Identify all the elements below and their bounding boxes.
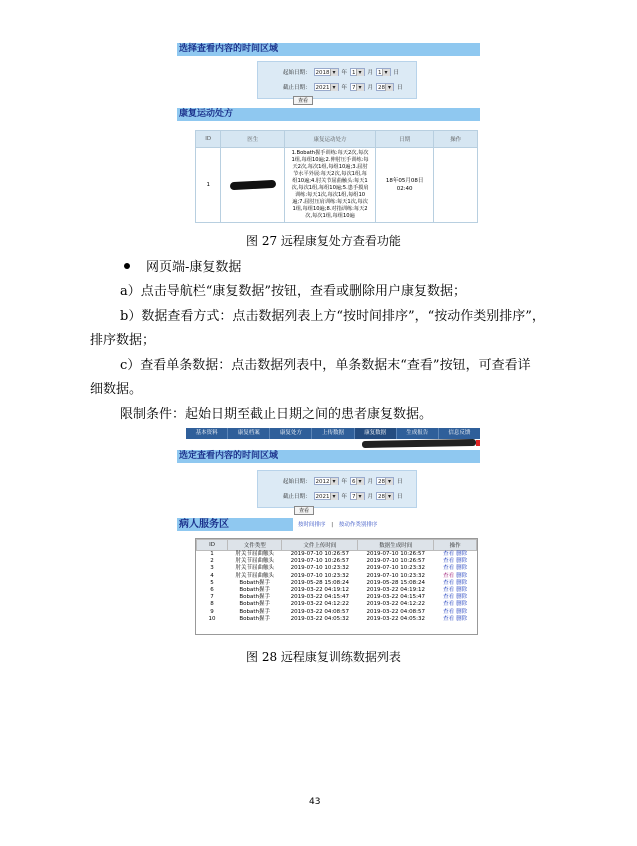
row-id: 9 <box>210 608 214 615</box>
month-unit: 月 <box>367 479 374 485</box>
day-unit: 日 <box>397 85 403 91</box>
col-generate-time: 数据生成时间 <box>358 540 434 551</box>
row-id: 6 <box>210 587 214 594</box>
paragraph-b-line2: 排序数据； <box>90 333 156 348</box>
figure-27-caption: 图 27 远程康复处方查看功能 <box>246 234 401 248</box>
nav-item-rehab-data[interactable]: 康复数据 <box>355 428 397 439</box>
start-date-label: 起始日期： <box>283 479 311 485</box>
year-unit: 年 <box>341 85 348 91</box>
table-row <box>197 573 477 580</box>
row-id: 8 <box>210 601 214 608</box>
sort-by-action-link[interactable]: 按动作类别排序 <box>338 522 378 528</box>
row-id: 1 <box>210 551 214 557</box>
paragraph-c-line1: c）查看单条数据：点击数据列表中，单条数据末“查看”按钮，可查看详 <box>120 358 531 373</box>
row-upload-time: 2019-07-10 10:26:57 <box>290 558 350 565</box>
row-file-type: Bobath握手 <box>239 608 271 615</box>
page-number: 43 <box>309 797 321 807</box>
row-file-type: Bobath握手 <box>239 594 271 601</box>
end-year-select[interactable]: 2021 ▾ <box>314 492 339 500</box>
month-unit: 月 <box>367 70 374 76</box>
delete-link[interactable]: 删除 <box>456 587 468 594</box>
view-link[interactable]: 查看 <box>443 558 455 565</box>
row-upload-time: 2019-03-22 04:19:12 <box>290 587 350 594</box>
row-generate-time: 2019-03-22 04:05:32 <box>366 615 425 622</box>
row-actions <box>434 573 477 580</box>
figure-28-caption: 图 28 远程康复训练数据列表 <box>246 650 401 664</box>
logout-mark <box>476 440 480 446</box>
year-unit: 年 <box>341 479 348 485</box>
view-link[interactable]: 查看 <box>443 551 455 557</box>
table-row <box>197 609 477 616</box>
nav-item-rehab-prescription[interactable]: 康复处方 <box>270 428 312 439</box>
row-id: 10 <box>208 615 216 622</box>
col-id: ID <box>197 540 228 551</box>
delete-link[interactable]: 删除 <box>456 615 468 622</box>
year-unit: 年 <box>341 494 348 500</box>
redaction-mark <box>230 180 276 190</box>
col-date: 日期 <box>376 131 434 148</box>
time-range-section-title: 选定查看内容的时间区域 <box>177 450 480 463</box>
date-range-panel <box>257 470 417 508</box>
row-file-type: 肘关节屈曲触头 <box>235 565 274 572</box>
delete-link[interactable]: 删除 <box>456 565 468 572</box>
row-id: 4 <box>210 572 214 579</box>
sort-separator: | <box>331 522 334 528</box>
row-upload-time: 2019-07-10 10:23:32 <box>290 572 350 579</box>
col-action: 操作 <box>434 131 478 148</box>
row-file-type: Bobath握手 <box>239 579 271 586</box>
rehab-data-table <box>196 539 477 623</box>
col-prescription: 康复运动处方 <box>285 131 376 148</box>
row-upload-time: 2019-03-22 04:12:22 <box>290 601 350 608</box>
view-link[interactable]: 查看 <box>443 594 455 601</box>
end-date-label: 截止日期： <box>283 494 311 500</box>
month-unit: 月 <box>367 85 374 91</box>
delete-link[interactable]: 删除 <box>456 608 468 615</box>
row-upload-time: 2019-03-22 04:05:32 <box>290 615 350 622</box>
table-row <box>197 565 477 572</box>
row-file-type: 肘关节屈曲触头 <box>235 551 274 557</box>
view-link[interactable]: 查看 <box>443 565 455 572</box>
row-generate-time: 2019-07-10 10:26:57 <box>366 551 425 557</box>
row-upload-time: 2019-07-10 10:23:32 <box>290 565 350 572</box>
time-range-section-title: 选择查看内容的时间区域 <box>177 43 480 56</box>
row-generate-time: 2019-05-28 15:08:24 <box>366 579 425 586</box>
paragraph-a: a）点击导航栏“康复数据”按钮，查看或删除用户康复数据； <box>120 284 467 299</box>
bullet-heading: 网页端-康复数据 <box>146 260 242 275</box>
paragraph-b-line1: b）数据查看方式：点击数据列表上方“按时间排序”，“按动作类别排序”， <box>120 309 545 324</box>
day-unit: 日 <box>397 494 403 500</box>
delete-link[interactable]: 删除 <box>456 601 468 608</box>
row-upload-time: 2019-07-10 10:26:57 <box>290 551 350 557</box>
row-generate-time: 2019-03-22 04:08:57 <box>366 608 425 615</box>
delete-link[interactable]: 删除 <box>456 594 468 601</box>
row-id: 2 <box>210 558 214 565</box>
nav-item-rehab-archive[interactable]: 康复档案 <box>228 428 270 439</box>
col-doctor: 医生 <box>221 131 285 148</box>
col-action: 操作 <box>434 540 477 551</box>
row-id: 5 <box>210 579 214 586</box>
prescription-table <box>195 130 478 223</box>
row-id: 1 <box>196 148 221 223</box>
year-unit: 年 <box>341 70 348 76</box>
start-year-select[interactable]: 2018 ▾ <box>314 68 339 76</box>
limit-paragraph: 限制条件：起始日期至截止日期之间的患者康复数据。 <box>120 407 433 422</box>
row-actions <box>434 609 477 616</box>
table-row <box>197 601 477 608</box>
nav-item-basic-info[interactable]: 基本资料 <box>186 428 228 439</box>
nav-item-feedback[interactable]: 信息反馈 <box>448 430 471 436</box>
month-unit: 月 <box>367 494 374 500</box>
day-unit: 日 <box>397 479 403 485</box>
view-link[interactable]: 查看 <box>443 579 455 586</box>
delete-link[interactable]: 删除 <box>456 558 468 565</box>
row-file-type: Bobath握手 <box>239 601 271 608</box>
table-row <box>197 616 477 623</box>
end-date-label: 截止日期： <box>283 85 311 91</box>
row-date: 18年05月08日 02:40 <box>376 148 434 223</box>
row-file-type: Bobath握手 <box>239 615 271 622</box>
row-id: 3 <box>210 565 214 572</box>
end-date-row <box>283 492 406 500</box>
table-header-row <box>197 540 477 551</box>
view-link[interactable]: 查看 <box>443 615 455 622</box>
start-day-select[interactable]: 28 ▾ <box>376 477 394 485</box>
nav-item-generate-report[interactable]: 生成报告 <box>397 428 439 439</box>
row-action[interactable] <box>434 148 478 223</box>
date-range-panel <box>257 61 417 99</box>
paragraph-c-line2: 细数据。 <box>90 382 143 397</box>
start-day-select[interactable]: 1 ▾ <box>376 68 391 76</box>
col-upload-time: 文件上传时间 <box>282 540 358 551</box>
start-date-row <box>283 68 402 76</box>
doctor-cell-redacted <box>221 148 285 223</box>
row-actions <box>434 601 477 608</box>
query-button[interactable]: 查看 <box>294 506 314 515</box>
row-file-type: 肘关节屈曲触头 <box>235 572 274 579</box>
table-row <box>197 580 477 587</box>
table-header-row <box>196 131 478 148</box>
start-month-select[interactable]: 6 ▾ <box>350 477 365 485</box>
view-link[interactable]: 查看 <box>443 572 455 579</box>
table-row <box>196 148 478 223</box>
view-link[interactable]: 查看 <box>443 608 455 615</box>
start-year-select[interactable]: 2012 ▾ <box>314 477 339 485</box>
row-generate-time: 2019-07-10 10:23:32 <box>366 565 425 572</box>
main-nav-bar <box>186 428 480 439</box>
row-generate-time: 2019-07-10 10:23:32 <box>366 572 425 579</box>
sort-controls <box>298 520 377 528</box>
end-day-select[interactable]: 28 ▾ <box>376 492 394 500</box>
row-upload-time: 2019-05-28 15:08:24 <box>290 579 350 586</box>
end-day-select[interactable]: 28 ▾ <box>376 83 394 91</box>
delete-link[interactable]: 删除 <box>456 572 468 579</box>
day-unit: 日 <box>393 70 400 76</box>
end-date-row <box>283 83 406 91</box>
end-year-select[interactable]: 2021 ▾ <box>314 83 339 91</box>
row-id: 7 <box>210 594 214 601</box>
end-month-select[interactable]: 7 ▾ <box>350 492 365 500</box>
row-file-type: 肘关节屈曲触头 <box>235 558 274 565</box>
patient-service-section-title: 病人服务区 <box>177 518 293 531</box>
row-generate-time: 2019-03-22 04:12:22 <box>366 601 425 608</box>
sort-by-time-link[interactable]: 按时间排序 <box>298 522 326 528</box>
row-generate-time: 2019-03-22 04:19:12 <box>366 587 425 594</box>
delete-link[interactable]: 删除 <box>456 551 468 557</box>
start-date-row <box>283 477 406 485</box>
col-file-type: 文件类型 <box>228 540 282 551</box>
prescription-text: 1.Bobath握手训练:每天2次,每次 1组,每组10遍;2.伸肘压手训练:每 天2次,每次1组,每组10遍;3.屈肘 节水平外展:每天2次,每次1组,每 组10遍;4.肘关节屈曲触头:每天1 次,每次1组,每组10遍;5.患手摸肩 训练:每天1次,每次1组,每组10 遍;7.屈肘压肩训练:每天1次,每次 1组,每组10遍;8.对指训练:每天2 次,每次1组,每组10遍 <box>285 148 376 223</box>
prescription-section-title: 康复运动处方 <box>177 108 480 121</box>
bullet-icon <box>124 263 130 269</box>
row-upload-time: 2019-03-22 04:15:47 <box>290 594 350 601</box>
query-button[interactable]: 查看 <box>293 96 313 105</box>
row-actions <box>434 565 477 572</box>
row-generate-time: 2019-03-22 04:15:47 <box>366 594 425 601</box>
row-generate-time: 2019-07-10 10:26:57 <box>366 558 425 565</box>
start-date-label: 起始日期： <box>283 70 311 76</box>
row-upload-time: 2019-03-22 04:08:57 <box>290 608 350 615</box>
nav-item-upload-data[interactable]: 上传数据 <box>312 428 354 439</box>
row-file-type: Bobath握手 <box>239 587 271 594</box>
delete-link[interactable]: 删除 <box>456 579 468 586</box>
start-month-select[interactable]: 1 ▾ <box>350 68 365 76</box>
end-month-select[interactable]: 7 ▾ <box>350 83 365 91</box>
col-id: ID <box>196 131 221 148</box>
view-link[interactable]: 查看 <box>443 587 455 594</box>
row-actions <box>434 580 477 587</box>
view-link[interactable]: 查看 <box>443 601 455 608</box>
redaction-mark <box>362 439 476 448</box>
row-actions <box>434 616 477 623</box>
